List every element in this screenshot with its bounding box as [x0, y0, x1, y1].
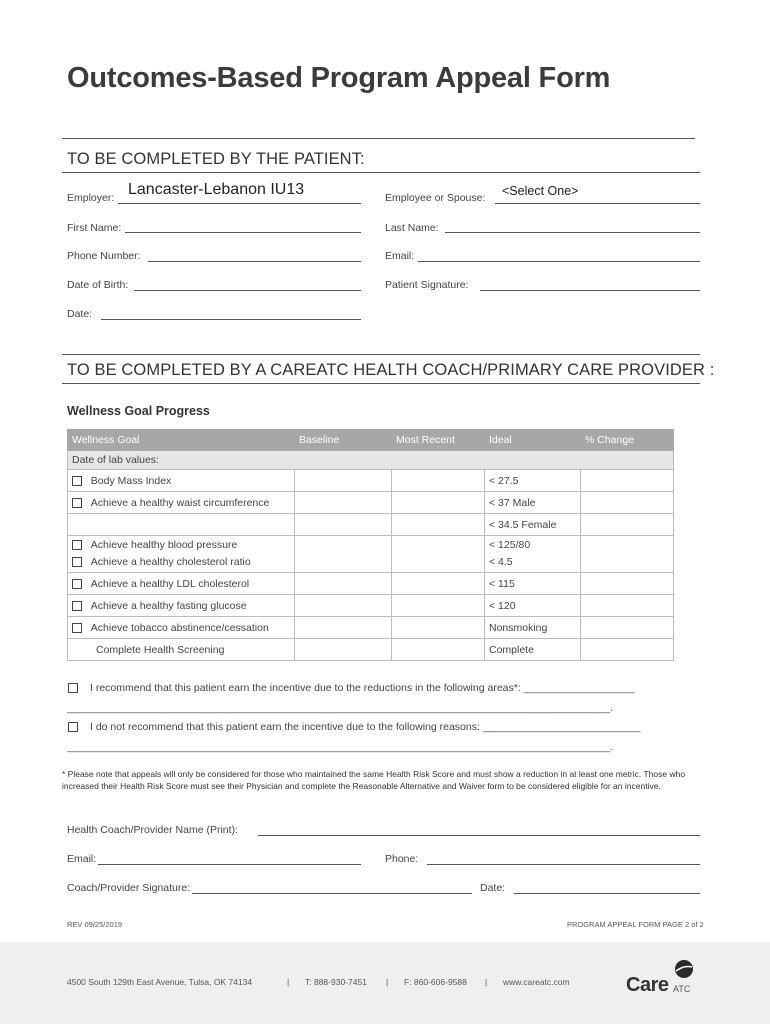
most-recent-cell[interactable] — [392, 595, 485, 617]
change-cell[interactable] — [581, 492, 674, 514]
header-ideal: Ideal — [485, 430, 581, 451]
page-title: Outcomes-Based Program Appeal Form — [67, 62, 611, 94]
most-recent-cell[interactable] — [392, 514, 485, 536]
goal-label — [68, 514, 295, 536]
most-recent-cell[interactable] — [392, 573, 485, 595]
checkbox[interactable] — [72, 498, 82, 508]
coach-date-label: Date: — [480, 882, 506, 894]
table-row — [68, 492, 674, 514]
coach-name-field[interactable] — [258, 835, 700, 836]
patient-signature-label: Patient Signature: — [385, 279, 469, 291]
not-recommend-line[interactable]: _____________________________________________________________________________________________. — [67, 741, 613, 753]
email-field[interactable] — [418, 261, 700, 262]
change-cell[interactable] — [581, 639, 674, 661]
footer-fax: F: 860-606-9588 — [404, 977, 467, 987]
ideal-cell: < 27.5 — [485, 470, 581, 492]
ideal-cell: < 37 Male — [485, 492, 581, 514]
change-cell[interactable] — [581, 595, 674, 617]
baseline-cell[interactable] — [295, 492, 392, 514]
revision-label: REV 09/25/2019 — [67, 920, 123, 929]
coach-phone-field[interactable] — [427, 864, 700, 865]
employer-label: Employer: — [67, 192, 115, 204]
patient-section-rule — [62, 172, 700, 173]
table-row — [68, 573, 674, 595]
table-header-row — [68, 430, 674, 451]
provider-section-rule — [62, 383, 700, 384]
employee-spouse-label: Employee or Spouse: — [385, 192, 486, 204]
employer-field[interactable]: Lancaster-Lebanon IU13 — [128, 181, 305, 198]
baseline-cell[interactable] — [295, 536, 392, 573]
baseline-cell[interactable] — [295, 514, 392, 536]
date-field[interactable] — [101, 319, 361, 320]
provider-section-rule-top — [62, 354, 700, 355]
table-row — [68, 470, 674, 492]
coach-date-field[interactable] — [514, 893, 700, 894]
header-percent-change: % Change — [581, 430, 674, 451]
most-recent-cell[interactable] — [392, 492, 485, 514]
table-row — [68, 617, 674, 639]
ideal-cell: < 4.5 — [489, 556, 513, 568]
recommend-checkbox[interactable] — [68, 683, 78, 693]
goal-label: Complete Health Screening — [68, 639, 295, 661]
ideal-cell: Nonsmoking — [485, 617, 581, 639]
logo-sub: ATC — [673, 984, 691, 994]
employee-spouse-select[interactable]: <Select One> — [502, 184, 579, 198]
employee-spouse-line — [495, 203, 700, 204]
most-recent-cell[interactable] — [392, 470, 485, 492]
eligibility-note: * Please note that appeals will only be considered for those who maintained the same Health Risk Score and must show a reduction in at least one metric. Those who increased their Health Risk Score must see their Physician and complete the Reasonable Alternative and Waiver form to be considered eligible for an incentive. — [62, 769, 686, 791]
baseline-cell[interactable] — [295, 617, 392, 639]
first-name-field[interactable] — [125, 232, 361, 233]
footer-separator: | — [485, 977, 488, 987]
header-wellness-goal: Wellness Goal — [68, 430, 295, 451]
table-row — [68, 536, 674, 573]
footer-separator: | — [386, 977, 389, 987]
baseline-cell[interactable] — [295, 639, 392, 661]
checkbox[interactable] — [72, 540, 82, 550]
coach-name-label: Health Coach/Provider Name (Print): — [67, 824, 238, 836]
checkbox[interactable] — [72, 623, 82, 633]
footer-phone: T: 888-930-7451 — [305, 977, 367, 987]
coach-email-label: Email: — [67, 853, 97, 865]
ideal-cell: < 120 — [485, 595, 581, 617]
lab-values-row — [68, 451, 674, 470]
footer-address: 4500 South 129th East Avenue, Tulsa, OK 74134 — [67, 977, 253, 987]
employer-line — [118, 203, 361, 204]
ideal-cell: < 125/80 — [489, 539, 531, 551]
checkbox[interactable] — [72, 476, 82, 486]
footer-website[interactable]: www.careatc.com — [503, 977, 570, 987]
checkbox[interactable] — [72, 601, 82, 611]
dob-label: Date of Birth: — [67, 279, 129, 291]
first-name-label: First Name: — [67, 222, 122, 234]
recommend-line[interactable]: _____________________________________________________________________________________________. — [67, 702, 613, 714]
goal-label: Achieve a healthy cholesterol ratio — [90, 556, 251, 568]
checkbox[interactable] — [72, 557, 82, 567]
last-name-field[interactable] — [445, 232, 700, 233]
not-recommend-checkbox[interactable] — [68, 722, 78, 732]
baseline-cell[interactable] — [295, 470, 392, 492]
page-label: PROGRAM APPEAL FORM PAGE 2 of 2 — [567, 920, 704, 929]
wellness-goal-table — [67, 429, 674, 661]
change-cell[interactable] — [581, 536, 674, 573]
not-recommend-text: I do not recommend that this patient earn the incentive due to the following reasons: ___________________________ — [90, 721, 641, 733]
goal-label: Body Mass Index — [90, 474, 172, 487]
goal-label: Achieve healthy blood pressure — [90, 539, 238, 551]
change-cell[interactable] — [581, 573, 674, 595]
date-label: Date: — [67, 308, 93, 320]
table-row — [68, 595, 674, 617]
baseline-cell[interactable] — [295, 595, 392, 617]
phone-number-label: Phone Number: — [67, 250, 141, 262]
change-cell[interactable] — [581, 470, 674, 492]
goal-label: Achieve a healthy LDL cholesterol — [90, 577, 250, 590]
ideal-cell: < 34.5 Female — [485, 514, 581, 536]
logo-swoosh-icon — [674, 959, 694, 979]
wellness-goal-heading: Wellness Goal Progress — [67, 404, 210, 418]
table-row — [68, 514, 674, 536]
recommend-text: I recommend that this patient earn the incentive due to the reductions in the following areas*: ___________________ — [90, 682, 635, 694]
provider-section-heading: TO BE COMPLETED BY A CAREATC HEALTH COACH/PRIMARY CARE PROVIDER : — [67, 361, 715, 379]
patient-signature-field[interactable] — [480, 290, 700, 291]
most-recent-cell[interactable] — [392, 639, 485, 661]
ideal-cell: Complete — [485, 639, 581, 661]
title-rule — [62, 138, 695, 139]
logo-main: Care — [626, 974, 669, 996]
change-cell[interactable] — [581, 617, 674, 639]
dob-field[interactable] — [134, 290, 361, 291]
coach-email-field[interactable] — [98, 864, 361, 865]
most-recent-cell[interactable] — [392, 617, 485, 639]
coach-signature-field[interactable] — [192, 893, 472, 894]
header-baseline: Baseline — [295, 430, 392, 451]
goal-label: Achieve a healthy waist circumference — [90, 496, 270, 509]
baseline-cell[interactable] — [295, 573, 392, 595]
most-recent-cell[interactable] — [392, 536, 485, 573]
change-cell[interactable] — [581, 514, 674, 536]
last-name-label: Last Name: — [385, 222, 439, 234]
careatc-logo — [626, 972, 706, 1000]
email-label: Email: — [385, 250, 415, 262]
lab-values-label: Date of lab values: — [68, 451, 674, 470]
footer-separator: | — [287, 977, 290, 987]
checkbox[interactable] — [72, 579, 82, 589]
ideal-cell: < 115 — [485, 573, 581, 595]
phone-number-field[interactable] — [148, 261, 361, 262]
header-most-recent: Most Recent — [392, 430, 485, 451]
patient-section-heading: TO BE COMPLETED BY THE PATIENT: — [67, 150, 365, 168]
goal-label: Achieve tobacco abstinence/cessation — [90, 621, 269, 634]
goal-label: Achieve a healthy fasting glucose — [90, 599, 247, 612]
coach-phone-label: Phone: — [385, 853, 419, 865]
table-row — [68, 639, 674, 661]
coach-signature-label: Coach/Provider Signature: — [67, 882, 191, 894]
